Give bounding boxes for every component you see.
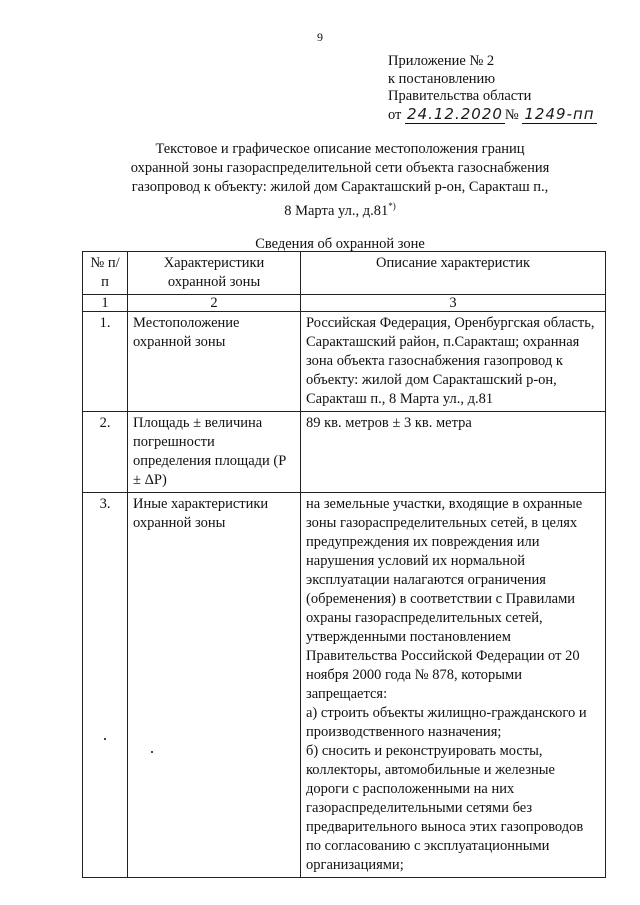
table-row [83, 493, 606, 878]
row-number: 2. [83, 412, 128, 493]
number-sign: № [504, 106, 519, 123]
table-row [83, 412, 606, 493]
page-number: 9 [317, 30, 323, 44]
row-description: на земельные участки, входящие в охранные зоны газораспределительных сетей, в целях предупреждения их повреждения или нарушения условий их нормальной эксплуатации налагаются ограничения (обременения) в соответствии с Правилами охраны газораспределительных сетей, утвержденными постановлением Правительства Российской Федерации от 20 ноября 2000 года № 878, которыми запрещается: [306, 496, 583, 702]
row-description: 89 кв. метров ± 3 кв. метра [301, 412, 606, 493]
appendix-date-line [388, 106, 597, 125]
title-line-3: газопровод к объекту: жилой дом Саракташский р-он, Саракташ п., [131, 179, 549, 195]
index-3: 3 [301, 295, 606, 312]
index-2: 2 [128, 295, 301, 312]
table-header-row [83, 252, 606, 295]
header-characteristic: Характеристики охранной зоны [128, 252, 301, 295]
title-address-end: 8 Марта ул., д.81 [284, 202, 389, 219]
footnote-mark: *) [388, 201, 396, 211]
header-number: № п/п [83, 252, 128, 295]
row-description: Российская Федерация, Оренбургская область, Саракташский район, п.Саракташ; охранная зона объекта газоснабжения газопровод к объекту: жилой дом Саракташский р-он, Саракташ п., 8 Марта ул., д.81 [301, 312, 606, 412]
header-description: Описание характеристик [301, 252, 606, 295]
column-index-row [83, 295, 606, 312]
document-title [100, 140, 580, 221]
row-description-item-a: а) строить объекты жилищно-гражданского и производственного назначения; [306, 705, 587, 740]
row-characteristic: Местоположение охранной зоны [128, 312, 301, 412]
row-number: 1. [83, 312, 128, 412]
scan-speck [104, 738, 106, 740]
appendix-line-2: к постановлению [388, 70, 496, 87]
table-row [83, 312, 606, 412]
title-line-2: охранной зоны газораспределительной сети объекта газоснабжения [130, 160, 550, 176]
row-description-item-b: б) сносить и реконструировать мосты, коллекторы, автомобильные и железные дороги с расположенными на них газораспределительными сетями без предварительного выноса этих газопроводов по согласованию с эксплуатационными организациями; [306, 743, 584, 873]
row-number: 3. [83, 493, 128, 878]
row-description-block [301, 493, 606, 878]
index-1: 1 [83, 295, 128, 312]
appendix-line-3: Правительства области [388, 88, 532, 104]
handwritten-number: 1249-пп [524, 104, 595, 123]
appendix-line-1: Приложение № 2 [388, 53, 495, 69]
scan-speck [151, 751, 153, 753]
table-caption: Сведения об охранной зоне [255, 236, 425, 252]
appendix-from-label: от [388, 106, 402, 123]
row-characteristic: Иные характеристики охранной зоны [128, 493, 301, 878]
appendix-block [388, 53, 597, 124]
title-line-4 [100, 197, 580, 221]
handwritten-date: 24.12.2020 [407, 104, 503, 123]
title-line-1: Текстовое и графическое описание местоположения границ [155, 141, 525, 157]
protection-zone-table [82, 251, 606, 878]
row-characteristic: Площадь ± величина погрешности определения площади (P ± ΔP) [128, 412, 301, 493]
